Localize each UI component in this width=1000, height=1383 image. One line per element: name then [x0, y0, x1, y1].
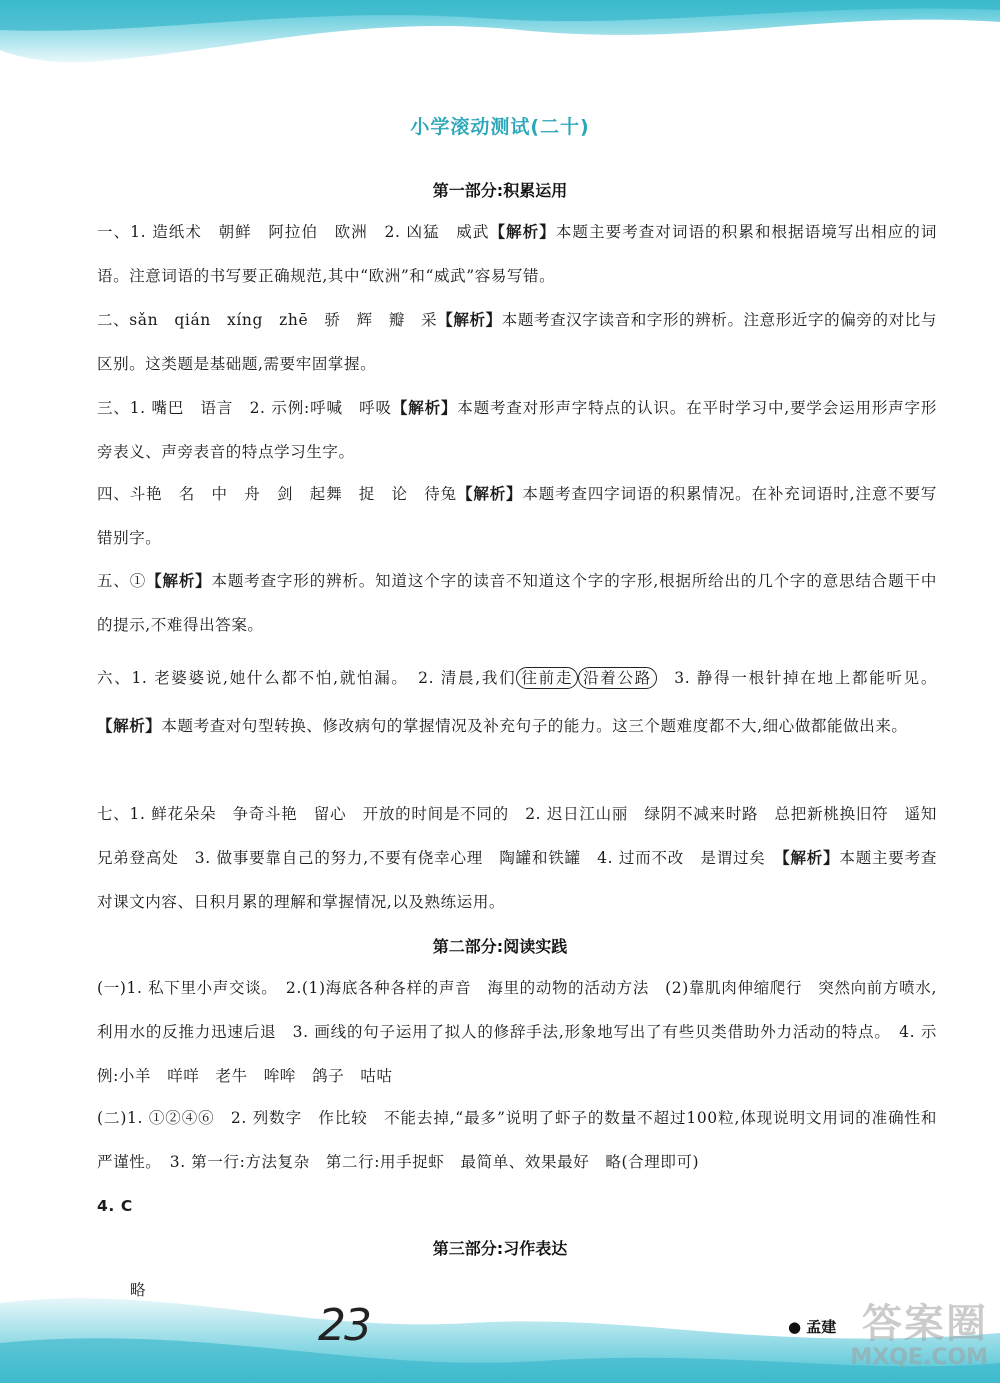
analysis-tag: 【解析】: [97, 717, 162, 735]
answer-q3-text: 三、1. 嘴巴 语言 2. 示例:呼喊 呼吸: [97, 399, 392, 417]
answer-q1-text: 一、1. 造纸术 朝鲜 阿拉伯 欧洲 2. 凶猛 威武: [97, 223, 490, 241]
answer-q6: [97, 654, 937, 750]
reading-answer-2-text: (二)1. ①②④⑥ 2. 列数字 作比较 不能去掉,“最多”说明了虾子的数量不超过100粒,体现说明文用词的准确性和严谨性。 3. 第一行:方法复杂 第二行:用手捉虾 最简单、效果最好 略(合理即可): [97, 1109, 937, 1171]
answer-q6-text-b: 3. 静得一根针掉在地上都能听见。: [657, 669, 937, 687]
analysis-tag: 【解析】: [437, 311, 502, 329]
answer-q4-text: 四、斗艳 名 中 舟 剑 起舞 捉 论 待兔: [97, 485, 457, 503]
handwritten-page-number: 23: [318, 1300, 370, 1351]
section-heading-part2: 第二部分:阅读实践: [432, 937, 568, 956]
page-title: 小学滚动测试(二十): [410, 116, 590, 138]
watermark-logo: 答案圈: [862, 1301, 988, 1347]
footer-brand: ● 孟建: [788, 1318, 837, 1336]
analysis-tag: 【解析】: [456, 485, 523, 503]
writing-answer: 略: [130, 1281, 146, 1299]
circled-phrase: 往前走: [516, 667, 578, 689]
circled-phrase: 沿着公路: [578, 667, 657, 689]
analysis-text: 本题主要考查对课文内容、日积月累的理解和掌握情况,以及熟练运用。: [97, 849, 937, 911]
answer-q7-text: 七、1. 鲜花朵朵 争奇斗艳 留心 开放的时间是不同的 2. 迟日江山丽 绿阴不减来时路 总把新桃换旧符 遥知兄弟登高处 3. 做事要靠自己的努力,不要有侥幸心理 陶罐和铁罐 4. 过而不改 是谓过矣: [97, 805, 937, 867]
top-wave-decoration: [0, 0, 1000, 70]
answer-q6-text: 六、1. 老婆婆说,她什么都不怕,就怕漏。 2. 清晨,我们: [97, 669, 517, 687]
answer-q2: [97, 298, 937, 386]
analysis-text: 本题主要考查对词语的积累和根据语境写出相应的词语。注意词语的书写要正确规范,其中“欧洲”和“威武”容易写错。: [97, 223, 937, 285]
analysis-tag: 【解析】: [781, 849, 840, 867]
reading-answer-1-text: (一)1. 私下里小声交谈。 2.(1)海底各种各样的声音 海里的动物的活动方法 (2)靠肌肉伸缩爬行 突然向前方喷水,利用水的反推力迅速后退 3. 画线的句子运用了拟人的修辞手法,形象地写出了有些贝类借助外力活动的特点。 4. 示例:小羊 咩咩 老牛 哞哞 鸽子 咕咕: [97, 979, 937, 1085]
reading-answer-2: [97, 1096, 937, 1228]
reading-answer-2-end: 4. C: [97, 1197, 133, 1215]
section-heading-part3: 第三部分:习作表达: [432, 1239, 568, 1258]
answer-q1: [97, 210, 937, 298]
answer-q2-text: 二、sǎn qián xíng zhē 骄 辉 瓣 采: [97, 311, 438, 329]
answer-q5-text: 五、①: [97, 572, 147, 590]
watermark-url: MXQE.COM: [850, 1345, 988, 1370]
analysis-tag: 【解析】: [489, 223, 556, 241]
analysis-tag: 【解析】: [391, 399, 458, 417]
reading-answer-1: [97, 966, 937, 1098]
analysis-text: 本题考查对句型转换、修改病句的掌握情况及补充句子的能力。这三个题难度都不大,细心做都能做出来。: [161, 717, 908, 735]
analysis-text: 本题考查四字词语的积累情况。在补充词语时,注意不要写错别字。: [97, 485, 937, 547]
analysis-text: 本题考查字形的辨析。知道这个字的读音不知道这个字的字形,根据所给出的几个字的意思结合题干中的提示,不难得出答案。: [97, 572, 937, 634]
answer-q3: [97, 386, 937, 474]
answer-q4: [97, 472, 937, 560]
answer-q5: [97, 559, 937, 647]
section-heading-part1: 第一部分:积累运用: [432, 181, 568, 200]
analysis-tag: 【解析】: [146, 572, 212, 590]
analysis-text: 本题考查对形声字特点的认识。在平时学习中,要学会运用形声字形旁表义、声旁表音的特点学习生字。: [97, 399, 937, 461]
answer-q7: [97, 792, 937, 924]
analysis-text: 本题考查汉字读音和字形的辨析。注意形近字的偏旁的对比与区别。这类题是基础题,需要牢固掌握。: [97, 311, 937, 373]
watermark: [798, 1303, 988, 1373]
